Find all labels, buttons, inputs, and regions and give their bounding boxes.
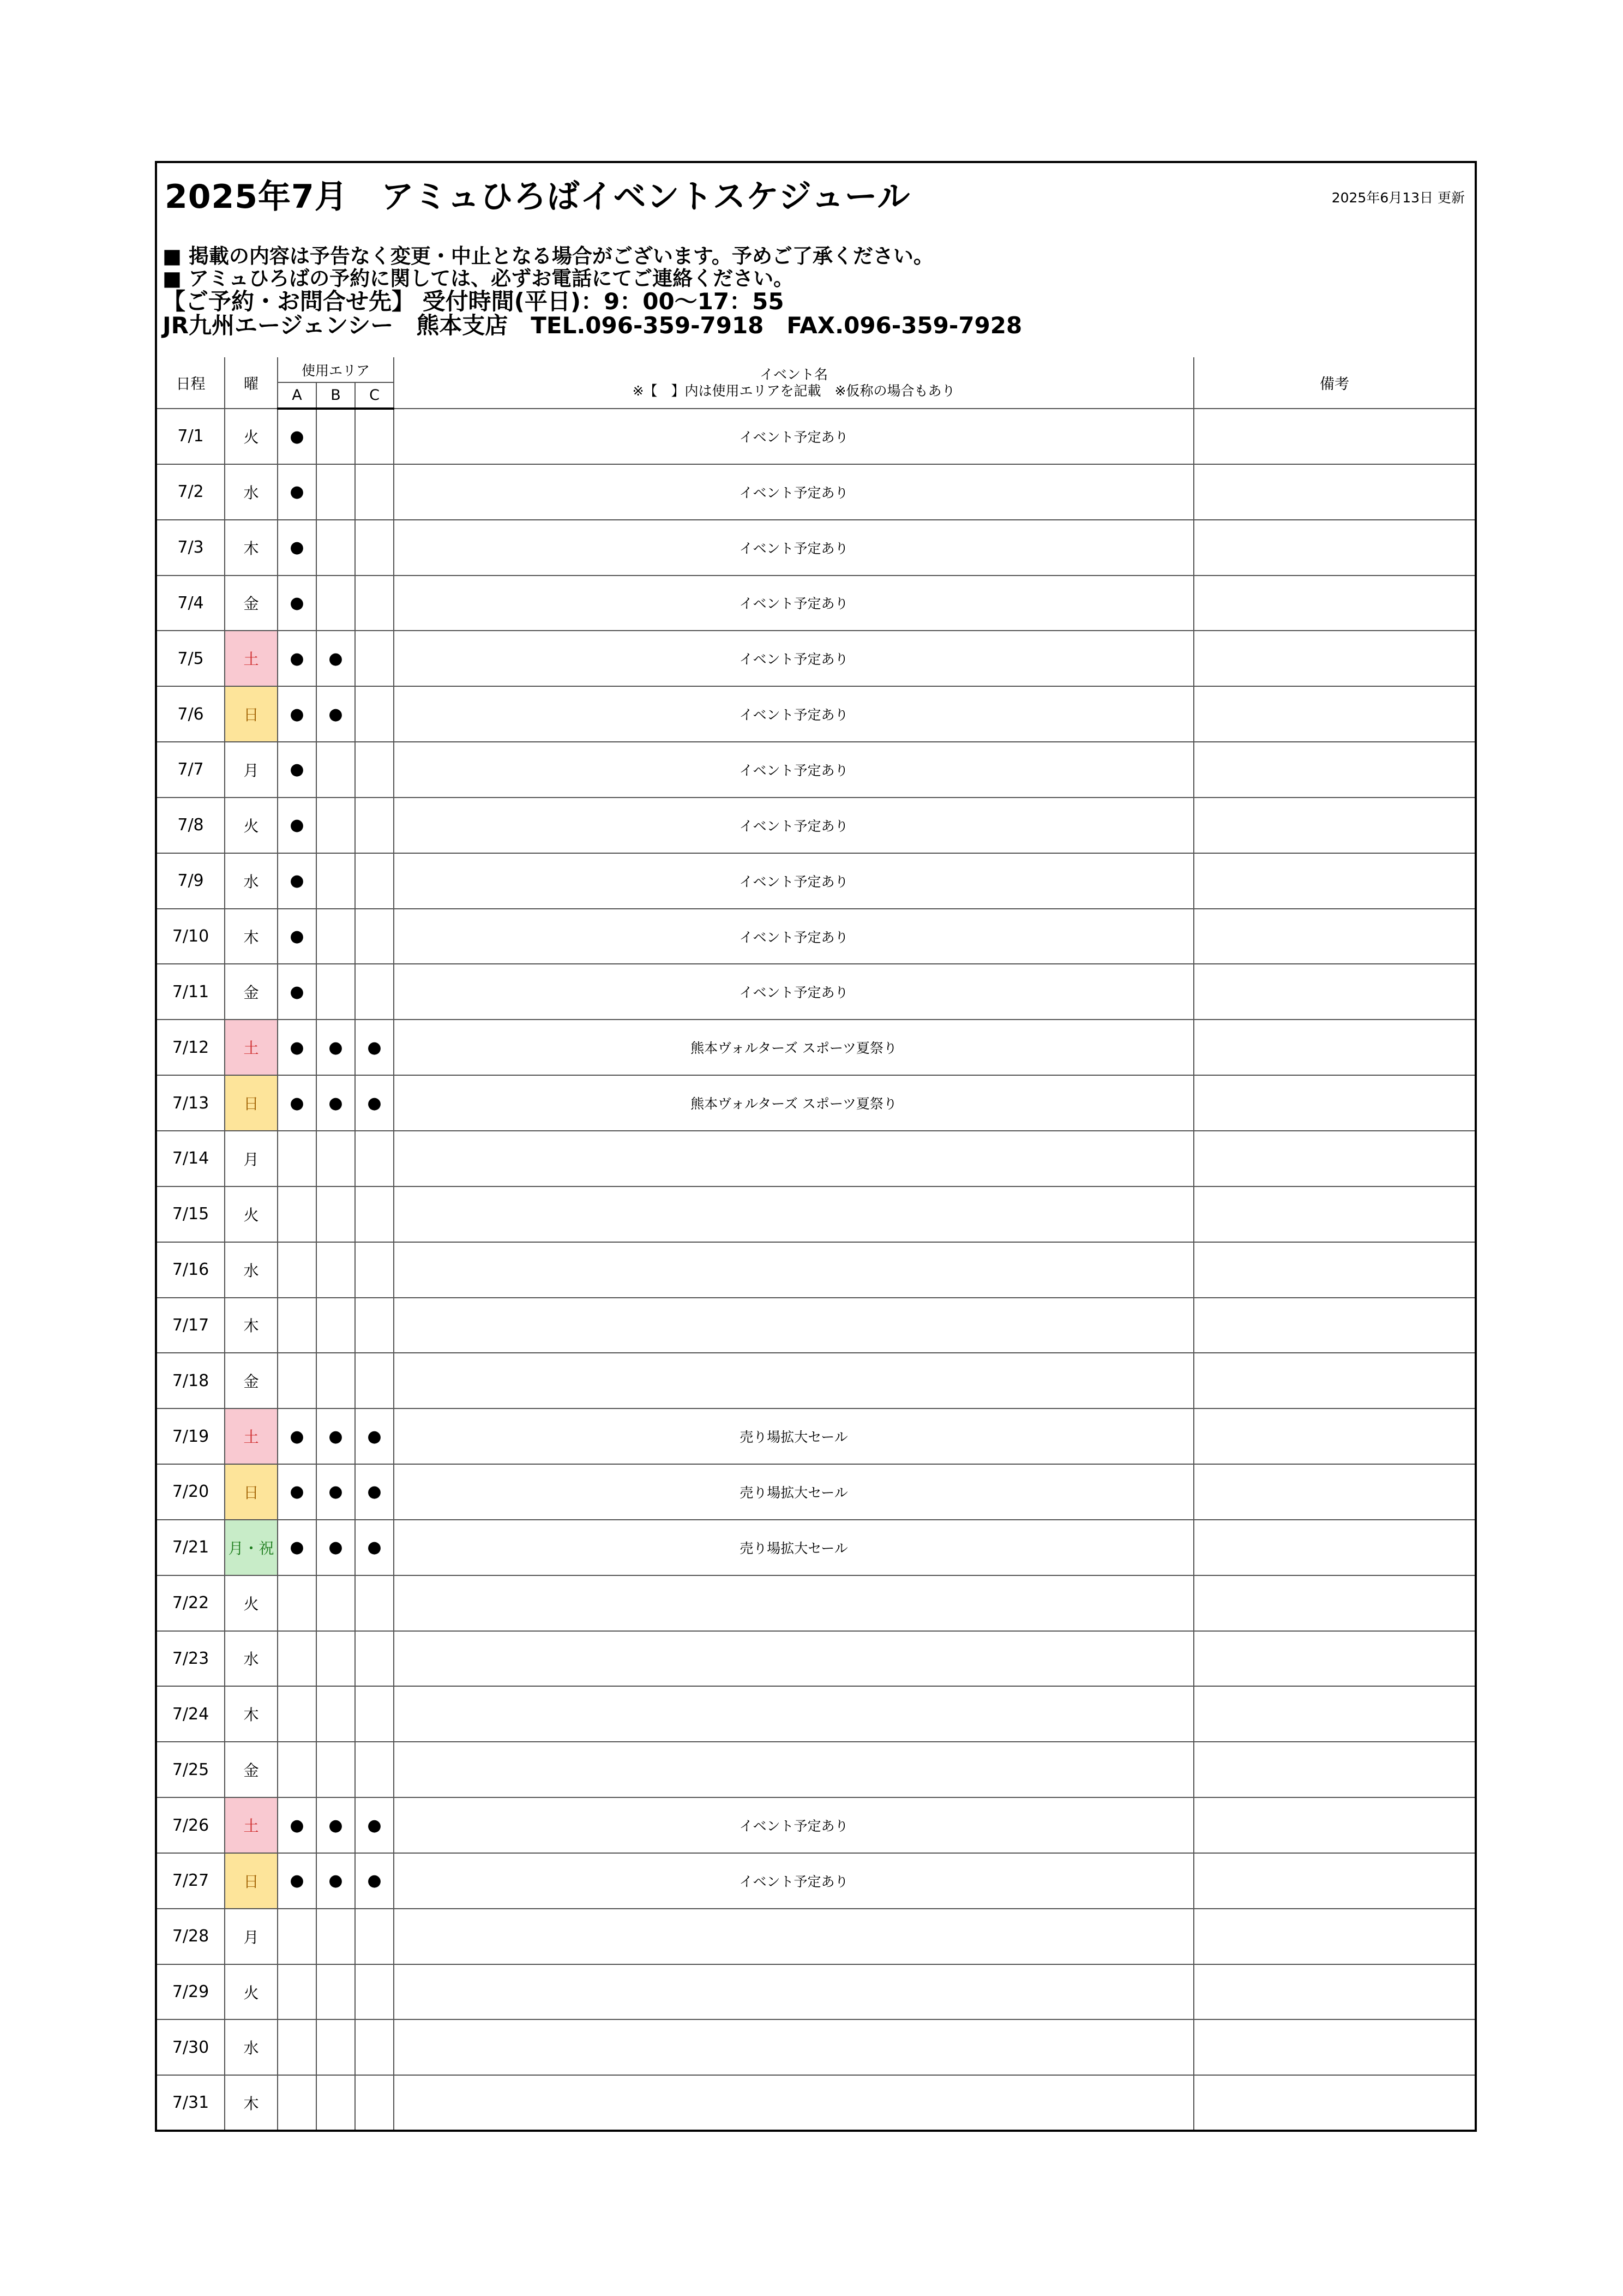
- area-b-cell: [316, 964, 355, 1020]
- day-cell: 月: [225, 1909, 278, 1964]
- remarks-cell: [1194, 1186, 1475, 1242]
- area-b-cell: ●: [316, 1520, 355, 1575]
- area-c-cell: [355, 909, 394, 964]
- area-b-cell: [316, 409, 355, 464]
- table-row: [157, 1575, 1475, 1631]
- remarks-cell: [1194, 631, 1475, 686]
- event-name-cell: [394, 1686, 1194, 1742]
- day-cell: 土: [225, 1408, 278, 1464]
- date-cell: 7/1: [157, 409, 225, 464]
- date-cell: 7/29: [157, 1964, 225, 2020]
- table-row: [157, 742, 1475, 798]
- header-area: 使用エリア: [278, 357, 394, 382]
- area-b-cell: [316, 2019, 355, 2075]
- event-name-cell: [394, 1909, 1194, 1964]
- date-cell: 7/12: [157, 1020, 225, 1075]
- contact-info: JR九州エージェンシー 熊本支店 TEL.096-359-7918 FAX.096-359-7928: [163, 312, 1023, 339]
- area-b-cell: [316, 2075, 355, 2130]
- area-b-cell: [316, 1186, 355, 1242]
- day-cell: 月: [225, 742, 278, 798]
- event-name-cell: イベント予定あり: [394, 464, 1194, 520]
- date-cell: 7/10: [157, 909, 225, 964]
- date-cell: 7/23: [157, 1631, 225, 1687]
- remarks-cell: [1194, 2075, 1475, 2130]
- event-name-cell: [394, 1964, 1194, 2020]
- area-a-cell: ●: [278, 798, 316, 853]
- note-line: ■ 掲載の内容は予告なく変更・中止となる場合がございます。予めご了承ください。: [163, 244, 934, 268]
- area-b-cell: [316, 1631, 355, 1687]
- note-line: ■ アミュひろばの予約に関しては、必ずお電話にてご連絡ください。: [163, 267, 794, 290]
- area-c-cell: [355, 576, 394, 631]
- page-title: 2025年7月 アミュひろばイベントスケジュール: [165, 178, 911, 216]
- day-cell: 月: [225, 1131, 278, 1186]
- reception-hours: 【ご予約・お問合せ先】 受付時間(平日)：9：00～17：55: [163, 288, 784, 315]
- date-cell: 7/22: [157, 1575, 225, 1631]
- remarks-cell: [1194, 1075, 1475, 1131]
- area-c-cell: [355, 464, 394, 520]
- date-cell: 7/27: [157, 1853, 225, 1909]
- area-b-cell: [316, 1298, 355, 1353]
- schedule-rows: [157, 409, 1475, 2130]
- table-row: [157, 1520, 1475, 1575]
- area-c-cell: [355, 1964, 394, 2020]
- remarks-cell: [1194, 1909, 1475, 1964]
- area-b-cell: [316, 742, 355, 798]
- area-a-cell: ●: [278, 686, 316, 742]
- area-b-cell: [316, 909, 355, 964]
- header-event-title: イベント名: [760, 366, 828, 382]
- area-c-cell: ●: [355, 1464, 394, 1520]
- area-c-cell: [355, 1353, 394, 1408]
- event-name-cell: イベント予定あり: [394, 1853, 1194, 1909]
- area-a-cell: ●: [278, 1075, 316, 1131]
- area-a-cell: [278, 1686, 316, 1742]
- area-b-cell: ●: [316, 686, 355, 742]
- area-c-cell: [355, 798, 394, 853]
- remarks-cell: [1194, 1353, 1475, 1408]
- day-cell: 日: [225, 1464, 278, 1520]
- area-b-cell: [316, 798, 355, 853]
- remarks-cell: [1194, 1408, 1475, 1464]
- date-cell: 7/4: [157, 576, 225, 631]
- day-cell: 金: [225, 1353, 278, 1408]
- remarks-cell: [1194, 464, 1475, 520]
- table-row: [157, 909, 1475, 964]
- day-cell: 木: [225, 1686, 278, 1742]
- area-c-cell: [355, 964, 394, 1020]
- date-cell: 7/2: [157, 464, 225, 520]
- area-b-cell: [316, 1686, 355, 1742]
- table-row: [157, 1353, 1475, 1408]
- table-row: [157, 2075, 1475, 2130]
- area-a-cell: [278, 1186, 316, 1242]
- date-cell: 7/3: [157, 520, 225, 576]
- area-a-cell: ●: [278, 964, 316, 1020]
- header-area-a: A: [278, 382, 316, 409]
- table-row: [157, 853, 1475, 909]
- day-cell: 水: [225, 1242, 278, 1298]
- area-a-cell: ●: [278, 909, 316, 964]
- header-area-b: B: [316, 382, 355, 409]
- remarks-cell: [1194, 798, 1475, 853]
- remarks-cell: [1194, 1797, 1475, 1853]
- day-cell: 火: [225, 409, 278, 464]
- table-row: [157, 1186, 1475, 1242]
- remarks-cell: [1194, 853, 1475, 909]
- event-name-cell: [394, 1631, 1194, 1687]
- day-cell: 水: [225, 2019, 278, 2075]
- event-name-cell: イベント予定あり: [394, 576, 1194, 631]
- remarks-cell: [1194, 409, 1475, 464]
- date-cell: 7/6: [157, 686, 225, 742]
- remarks-cell: [1194, 909, 1475, 964]
- remarks-cell: [1194, 576, 1475, 631]
- area-b-cell: [316, 1964, 355, 2020]
- area-a-cell: [278, 1131, 316, 1186]
- table-row: [157, 1020, 1475, 1075]
- date-cell: 7/16: [157, 1242, 225, 1298]
- remarks-cell: [1194, 1242, 1475, 1298]
- date-cell: 7/28: [157, 1909, 225, 1964]
- area-b-cell: [316, 520, 355, 576]
- area-c-cell: [355, 1131, 394, 1186]
- table-row: [157, 1298, 1475, 1353]
- date-cell: 7/20: [157, 1464, 225, 1520]
- area-b-cell: ●: [316, 1464, 355, 1520]
- header-event: [394, 357, 1194, 409]
- day-cell: 木: [225, 1298, 278, 1353]
- date-cell: 7/15: [157, 1186, 225, 1242]
- area-a-cell: ●: [278, 1464, 316, 1520]
- remarks-cell: [1194, 1298, 1475, 1353]
- header-block: [157, 163, 1475, 357]
- date-cell: 7/26: [157, 1797, 225, 1853]
- area-b-cell: ●: [316, 1075, 355, 1131]
- area-a-cell: [278, 1575, 316, 1631]
- day-cell: 火: [225, 1575, 278, 1631]
- remarks-cell: [1194, 1464, 1475, 1520]
- table-row: [157, 798, 1475, 853]
- event-name-cell: イベント予定あり: [394, 631, 1194, 686]
- date-cell: 7/14: [157, 1131, 225, 1186]
- date-cell: 7/25: [157, 1742, 225, 1797]
- area-a-cell: ●: [278, 631, 316, 686]
- area-a-cell: ●: [278, 1520, 316, 1575]
- remarks-cell: [1194, 2019, 1475, 2075]
- table-row: [157, 1242, 1475, 1298]
- event-name-cell: [394, 2075, 1194, 2130]
- area-a-cell: [278, 1353, 316, 1408]
- table-row: [157, 1742, 1475, 1797]
- remarks-cell: [1194, 1020, 1475, 1075]
- table-row: [157, 964, 1475, 1020]
- table-row: [157, 686, 1475, 742]
- event-name-cell: [394, 1242, 1194, 1298]
- event-name-cell: [394, 1186, 1194, 1242]
- area-b-cell: [316, 1575, 355, 1631]
- header-area-c: C: [355, 382, 394, 409]
- area-c-cell: [355, 1631, 394, 1687]
- table-row: [157, 1131, 1475, 1186]
- area-c-cell: [355, 1242, 394, 1298]
- date-cell: 7/11: [157, 964, 225, 1020]
- table-row: [157, 409, 1475, 464]
- day-cell: 火: [225, 1964, 278, 2020]
- area-b-cell: [316, 1242, 355, 1298]
- date-cell: 7/17: [157, 1298, 225, 1353]
- area-a-cell: ●: [278, 1853, 316, 1909]
- updated-date: 2025年6月13日 更新: [1331, 190, 1465, 206]
- area-b-cell: [316, 1909, 355, 1964]
- area-c-cell: ●: [355, 1408, 394, 1464]
- area-a-cell: [278, 2075, 316, 2130]
- event-name-cell: イベント予定あり: [394, 742, 1194, 798]
- notes: [163, 245, 1022, 338]
- table-row: [157, 464, 1475, 520]
- table-row: [157, 1797, 1475, 1853]
- remarks-cell: [1194, 1686, 1475, 1742]
- area-c-cell: [355, 1298, 394, 1353]
- day-cell: 水: [225, 1631, 278, 1687]
- area-c-cell: [355, 1575, 394, 1631]
- area-a-cell: ●: [278, 409, 316, 464]
- area-b-cell: ●: [316, 631, 355, 686]
- remarks-cell: [1194, 686, 1475, 742]
- area-a-cell: ●: [278, 464, 316, 520]
- area-c-cell: [355, 1909, 394, 1964]
- area-a-cell: ●: [278, 576, 316, 631]
- area-a-cell: [278, 1909, 316, 1964]
- area-c-cell: ●: [355, 1075, 394, 1131]
- day-cell: 金: [225, 576, 278, 631]
- event-name-cell: [394, 1353, 1194, 1408]
- header-event-note: ※【 】内は使用エリアを記載 ※仮称の場合もあり: [632, 382, 955, 399]
- area-b-cell: ●: [316, 1797, 355, 1853]
- area-c-cell: [355, 520, 394, 576]
- area-c-cell: ●: [355, 1853, 394, 1909]
- remarks-cell: [1194, 1520, 1475, 1575]
- area-c-cell: ●: [355, 1020, 394, 1075]
- event-name-cell: [394, 1131, 1194, 1186]
- table-row: [157, 1075, 1475, 1131]
- date-cell: 7/31: [157, 2075, 225, 2130]
- area-c-cell: [355, 1186, 394, 1242]
- date-cell: 7/18: [157, 1353, 225, 1408]
- area-b-cell: [316, 1742, 355, 1797]
- area-b-cell: ●: [316, 1020, 355, 1075]
- table-row: [157, 1853, 1475, 1909]
- date-cell: 7/8: [157, 798, 225, 853]
- table-row: [157, 2019, 1475, 2075]
- table-row: [157, 576, 1475, 631]
- day-cell: 木: [225, 909, 278, 964]
- area-a-cell: [278, 1242, 316, 1298]
- area-a-cell: [278, 1298, 316, 1353]
- area-b-cell: [316, 853, 355, 909]
- event-name-cell: 売り場拡大セール: [394, 1520, 1194, 1575]
- area-c-cell: [355, 742, 394, 798]
- event-name-cell: イベント予定あり: [394, 798, 1194, 853]
- table-row: [157, 1631, 1475, 1687]
- event-name-cell: [394, 1742, 1194, 1797]
- table-row: [157, 1464, 1475, 1520]
- remarks-cell: [1194, 1575, 1475, 1631]
- area-c-cell: [355, 2019, 394, 2075]
- date-cell: 7/7: [157, 742, 225, 798]
- remarks-cell: [1194, 1131, 1475, 1186]
- area-c-cell: [355, 1686, 394, 1742]
- area-c-cell: [355, 686, 394, 742]
- day-cell: 金: [225, 964, 278, 1020]
- schedule-frame: [155, 161, 1477, 2132]
- day-cell: 水: [225, 853, 278, 909]
- day-cell: 日: [225, 1853, 278, 1909]
- area-c-cell: [355, 409, 394, 464]
- date-cell: 7/21: [157, 1520, 225, 1575]
- table-row: [157, 1686, 1475, 1742]
- header-date: 日程: [157, 357, 225, 409]
- area-c-cell: ●: [355, 1797, 394, 1853]
- remarks-cell: [1194, 1631, 1475, 1687]
- remarks-cell: [1194, 1853, 1475, 1909]
- header-day: 曜: [225, 357, 278, 409]
- event-name-cell: イベント予定あり: [394, 964, 1194, 1020]
- area-a-cell: [278, 1631, 316, 1687]
- day-cell: 木: [225, 2075, 278, 2130]
- area-b-cell: ●: [316, 1853, 355, 1909]
- area-a-cell: [278, 1742, 316, 1797]
- day-cell: 火: [225, 798, 278, 853]
- event-name-cell: [394, 2019, 1194, 2075]
- date-cell: 7/24: [157, 1686, 225, 1742]
- event-name-cell: 売り場拡大セール: [394, 1408, 1194, 1464]
- event-name-cell: [394, 1575, 1194, 1631]
- area-b-cell: [316, 576, 355, 631]
- date-cell: 7/5: [157, 631, 225, 686]
- area-b-cell: [316, 1353, 355, 1408]
- area-a-cell: ●: [278, 1020, 316, 1075]
- area-c-cell: [355, 853, 394, 909]
- area-c-cell: ●: [355, 1520, 394, 1575]
- area-b-cell: ●: [316, 1408, 355, 1464]
- day-cell: 水: [225, 464, 278, 520]
- date-cell: 7/13: [157, 1075, 225, 1131]
- area-a-cell: ●: [278, 853, 316, 909]
- day-cell: 日: [225, 1075, 278, 1131]
- day-cell: 土: [225, 631, 278, 686]
- table-row: [157, 1408, 1475, 1464]
- area-a-cell: ●: [278, 1408, 316, 1464]
- table-row: [157, 1909, 1475, 1964]
- area-a-cell: ●: [278, 742, 316, 798]
- event-name-cell: イベント予定あり: [394, 1797, 1194, 1853]
- table-row: [157, 631, 1475, 686]
- day-cell: 金: [225, 1742, 278, 1797]
- area-c-cell: [355, 2075, 394, 2130]
- area-a-cell: ●: [278, 1797, 316, 1853]
- day-cell: 日: [225, 686, 278, 742]
- event-name-cell: イベント予定あり: [394, 686, 1194, 742]
- table-row: [157, 1964, 1475, 2020]
- event-name-cell: 熊本ヴォルターズ スポーツ夏祭り: [394, 1020, 1194, 1075]
- day-cell: 土: [225, 1797, 278, 1853]
- event-name-cell: イベント予定あり: [394, 853, 1194, 909]
- table-row: [157, 520, 1475, 576]
- day-cell: 木: [225, 520, 278, 576]
- area-a-cell: ●: [278, 520, 316, 576]
- event-name-cell: イベント予定あり: [394, 409, 1194, 464]
- area-b-cell: [316, 1131, 355, 1186]
- day-cell: 月・祝: [225, 1520, 278, 1575]
- date-cell: 7/19: [157, 1408, 225, 1464]
- event-name-cell: 売り場拡大セール: [394, 1464, 1194, 1520]
- remarks-cell: [1194, 1964, 1475, 2020]
- event-name-cell: イベント予定あり: [394, 520, 1194, 576]
- day-cell: 土: [225, 1020, 278, 1075]
- date-cell: 7/30: [157, 2019, 225, 2075]
- day-cell: 火: [225, 1186, 278, 1242]
- event-name-cell: 熊本ヴォルターズ スポーツ夏祭り: [394, 1075, 1194, 1131]
- event-name-cell: イベント予定あり: [394, 909, 1194, 964]
- remarks-cell: [1194, 964, 1475, 1020]
- area-c-cell: [355, 631, 394, 686]
- remarks-cell: [1194, 742, 1475, 798]
- date-cell: 7/9: [157, 853, 225, 909]
- area-b-cell: [316, 464, 355, 520]
- header-remarks: 備考: [1194, 357, 1475, 409]
- area-a-cell: [278, 1964, 316, 2020]
- remarks-cell: [1194, 1742, 1475, 1797]
- area-c-cell: [355, 1742, 394, 1797]
- remarks-cell: [1194, 520, 1475, 576]
- event-name-cell: [394, 1298, 1194, 1353]
- area-a-cell: [278, 2019, 316, 2075]
- schedule-table: [157, 357, 1475, 2130]
